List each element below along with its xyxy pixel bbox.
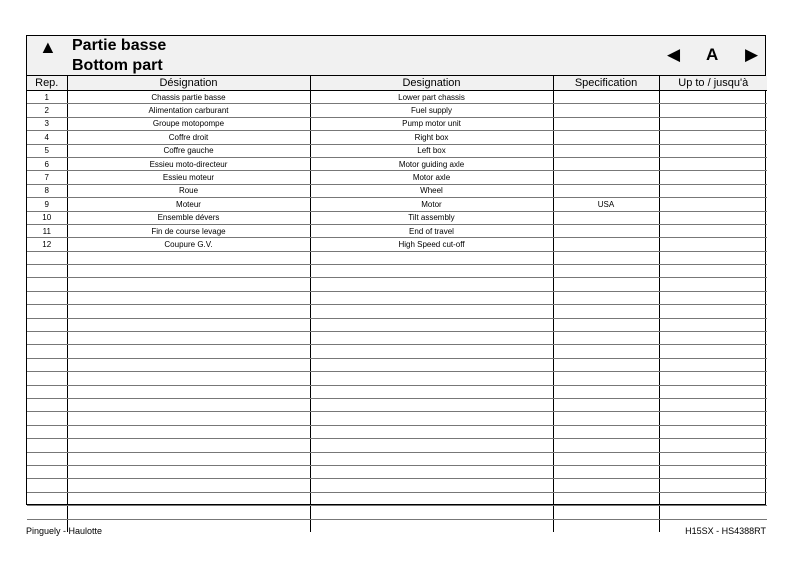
cell-designation-fr [67,305,310,318]
table-row [27,439,767,452]
cell-designation-en [310,452,553,465]
cell-designation-en [310,492,553,505]
cell-upto [659,144,767,157]
cell-designation-en [310,479,553,492]
cell-spec [553,184,659,197]
cell-designation-fr [67,345,310,358]
table-row [27,238,767,251]
cell-rep: 10 [27,211,67,224]
cell-designation-en [310,439,553,452]
cell-upto [659,157,767,170]
cell-designation-en [310,345,553,358]
cell-designation-fr [67,506,310,519]
cell-rep [27,265,67,278]
table-row [27,251,767,264]
cell-designation-fr [67,452,310,465]
table-row [27,131,767,144]
cell-upto [659,452,767,465]
cell-spec [553,425,659,438]
cell-designation-en: Right box [310,131,553,144]
cell-upto [659,385,767,398]
cell-designation-en: Motor axle [310,171,553,184]
cell-rep: 2 [27,104,67,117]
cell-rep [27,452,67,465]
table-row [27,265,767,278]
cell-upto [659,184,767,197]
table-row [27,492,767,505]
cell-rep [27,332,67,345]
cell-designation-fr: Coffre droit [67,131,310,144]
cell-designation-en [310,278,553,291]
column-header-specification: Specification [553,76,659,91]
cell-upto [659,91,767,104]
cell-upto [659,131,767,144]
cell-designation-fr [67,318,310,331]
table-row [27,345,767,358]
cell-rep [27,278,67,291]
cell-upto [659,372,767,385]
cell-rep [27,305,67,318]
cell-designation-fr: Roue [67,184,310,197]
cell-designation-en: High Speed cut-off [310,238,553,251]
table-row [27,224,767,237]
cell-spec [553,385,659,398]
cell-designation-fr: Ensemble dévers [67,211,310,224]
cell-designation-en [310,465,553,478]
cell-designation-en: Left box [310,144,553,157]
table-row [27,157,767,170]
cell-designation-en: End of travel [310,224,553,237]
cell-spec [553,358,659,371]
column-header-rep: Rep. [27,76,67,91]
cell-designation-fr [67,439,310,452]
cell-upto [659,117,767,130]
footer-company: Pinguely - Haulotte [26,526,103,536]
table-row [27,291,767,304]
cell-designation-en [310,265,553,278]
cell-upto [659,506,767,519]
cell-spec [553,305,659,318]
cell-upto [659,439,767,452]
cell-rep [27,372,67,385]
parts-sheet [26,35,766,505]
cell-designation-fr [67,372,310,385]
cell-designation-fr: Alimentation carburant [67,104,310,117]
table-row [27,372,767,385]
cell-designation-en [310,332,553,345]
cell-designation-en [310,251,553,264]
cell-rep: 4 [27,131,67,144]
cell-upto [659,398,767,411]
cell-designation-en [310,291,553,304]
cell-designation-fr [67,479,310,492]
table-row [27,305,767,318]
table-row [27,385,767,398]
cell-designation-fr [67,291,310,304]
cell-rep [27,251,67,264]
cell-rep [27,506,67,519]
cell-upto [659,238,767,251]
cell-designation-fr: Fin de course levage [67,224,310,237]
cell-designation-fr [67,412,310,425]
cell-rep [27,439,67,452]
cell-rep: 5 [27,144,67,157]
table-header-row [27,76,767,91]
cell-designation-en [310,506,553,519]
cell-spec [553,465,659,478]
cell-upto [659,305,767,318]
up-arrow-icon[interactable]: ▲ [39,37,57,57]
cell-designation-en [310,385,553,398]
cell-designation-fr [67,278,310,291]
cell-rep [27,345,67,358]
table-row [27,425,767,438]
table-row [27,91,767,104]
cell-designation-fr: Coffre gauche [67,144,310,157]
table-row [27,117,767,130]
cell-designation-fr [67,425,310,438]
cell-designation-fr [67,398,310,411]
footer-model: H15SX - HS4388RT [685,526,766,536]
cell-upto [659,465,767,478]
cell-upto [659,251,767,264]
cell-designation-fr [67,519,310,532]
cell-spec [553,144,659,157]
table-row [27,171,767,184]
cell-spec [553,452,659,465]
table-row [27,198,767,211]
cell-designation-en: Fuel supply [310,104,553,117]
cell-rep [27,479,67,492]
cell-upto [659,265,767,278]
cell-upto [659,492,767,505]
cell-spec [553,439,659,452]
cell-rep [27,318,67,331]
previous-page-arrow-icon[interactable]: ◀ [667,45,681,64]
cell-rep: 12 [27,238,67,251]
table-row [27,184,767,197]
cell-spec [553,519,659,532]
cell-designation-en: Motor guiding axle [310,157,553,170]
cell-spec [553,131,659,144]
column-header-up-to: Up to / jusqu'à [659,76,767,91]
cell-spec [553,492,659,505]
cell-rep [27,425,67,438]
cell-spec [553,238,659,251]
cell-spec [553,398,659,411]
table-row [27,452,767,465]
cell-rep: 11 [27,224,67,237]
sheet-header [27,36,765,76]
cell-spec [553,412,659,425]
table-row [27,278,767,291]
cell-rep [27,492,67,505]
table-row [27,479,767,492]
cell-upto [659,104,767,117]
cell-spec [553,251,659,264]
table-row [27,144,767,157]
cell-spec [553,211,659,224]
table-row [27,318,767,331]
title-french: Partie basse [72,37,167,54]
cell-rep: 8 [27,184,67,197]
cell-designation-fr [67,251,310,264]
cell-rep [27,358,67,371]
cell-rep [27,465,67,478]
cell-designation-fr: Chassis partie basse [67,91,310,104]
table-row [27,332,767,345]
cell-designation-en: Wheel [310,184,553,197]
cell-spec [553,265,659,278]
cell-designation-fr: Coupure G.V. [67,238,310,251]
cell-designation-fr [67,492,310,505]
column-header-designation-en: Designation [310,76,553,91]
cell-rep [27,385,67,398]
cell-rep: 7 [27,171,67,184]
cell-designation-en [310,372,553,385]
cell-upto [659,479,767,492]
cell-designation-en: Lower part chassis [310,91,553,104]
cell-spec [553,318,659,331]
table-row [27,412,767,425]
cell-rep [27,398,67,411]
page-letter: A [706,45,719,64]
table-row [27,465,767,478]
cell-designation-en [310,318,553,331]
cell-designation-fr [67,265,310,278]
cell-upto [659,278,767,291]
cell-upto [659,291,767,304]
column-header-designation-fr: Désignation [67,76,310,91]
cell-spec [553,479,659,492]
cell-spec [553,506,659,519]
cell-spec [553,117,659,130]
cell-spec [553,278,659,291]
cell-designation-en: Motor [310,198,553,211]
cell-spec [553,372,659,385]
cell-rep: 1 [27,91,67,104]
cell-spec: USA [553,198,659,211]
cell-designation-fr [67,358,310,371]
cell-upto [659,358,767,371]
cell-upto [659,425,767,438]
cell-upto [659,211,767,224]
cell-designation-en [310,398,553,411]
cell-designation-fr: Essieu moteur [67,171,310,184]
cell-designation-fr [67,385,310,398]
cell-designation-fr: Groupe motopompe [67,117,310,130]
cell-upto [659,198,767,211]
table-row [27,506,767,519]
cell-upto [659,171,767,184]
cell-designation-en [310,425,553,438]
cell-spec [553,332,659,345]
cell-designation-en: Pump motor unit [310,117,553,130]
cell-upto [659,224,767,237]
cell-upto [659,345,767,358]
cell-rep: 6 [27,157,67,170]
cell-upto [659,412,767,425]
cell-designation-en: Tilt assembly [310,211,553,224]
cell-spec [553,291,659,304]
cell-spec [553,171,659,184]
cell-designation-en [310,305,553,318]
cell-rep [27,412,67,425]
table-row [27,519,767,532]
cell-designation-en [310,358,553,371]
cell-designation-en [310,519,553,532]
cell-spec [553,91,659,104]
next-page-arrow-icon[interactable]: ▶ [745,45,759,64]
cell-upto [659,318,767,331]
table-row [27,211,767,224]
cell-designation-fr: Moteur [67,198,310,211]
cell-spec [553,157,659,170]
title-english: Bottom part [72,57,163,74]
cell-designation-fr: Essieu moto-directeur [67,157,310,170]
cell-spec [553,345,659,358]
cell-upto [659,332,767,345]
parts-table [27,76,767,532]
cell-rep: 3 [27,117,67,130]
cell-designation-en [310,412,553,425]
cell-spec [553,104,659,117]
table-row [27,398,767,411]
cell-rep [27,291,67,304]
cell-rep: 9 [27,198,67,211]
cell-spec [553,224,659,237]
cell-designation-fr [67,332,310,345]
table-row [27,104,767,117]
cell-designation-fr [67,465,310,478]
table-row [27,358,767,371]
